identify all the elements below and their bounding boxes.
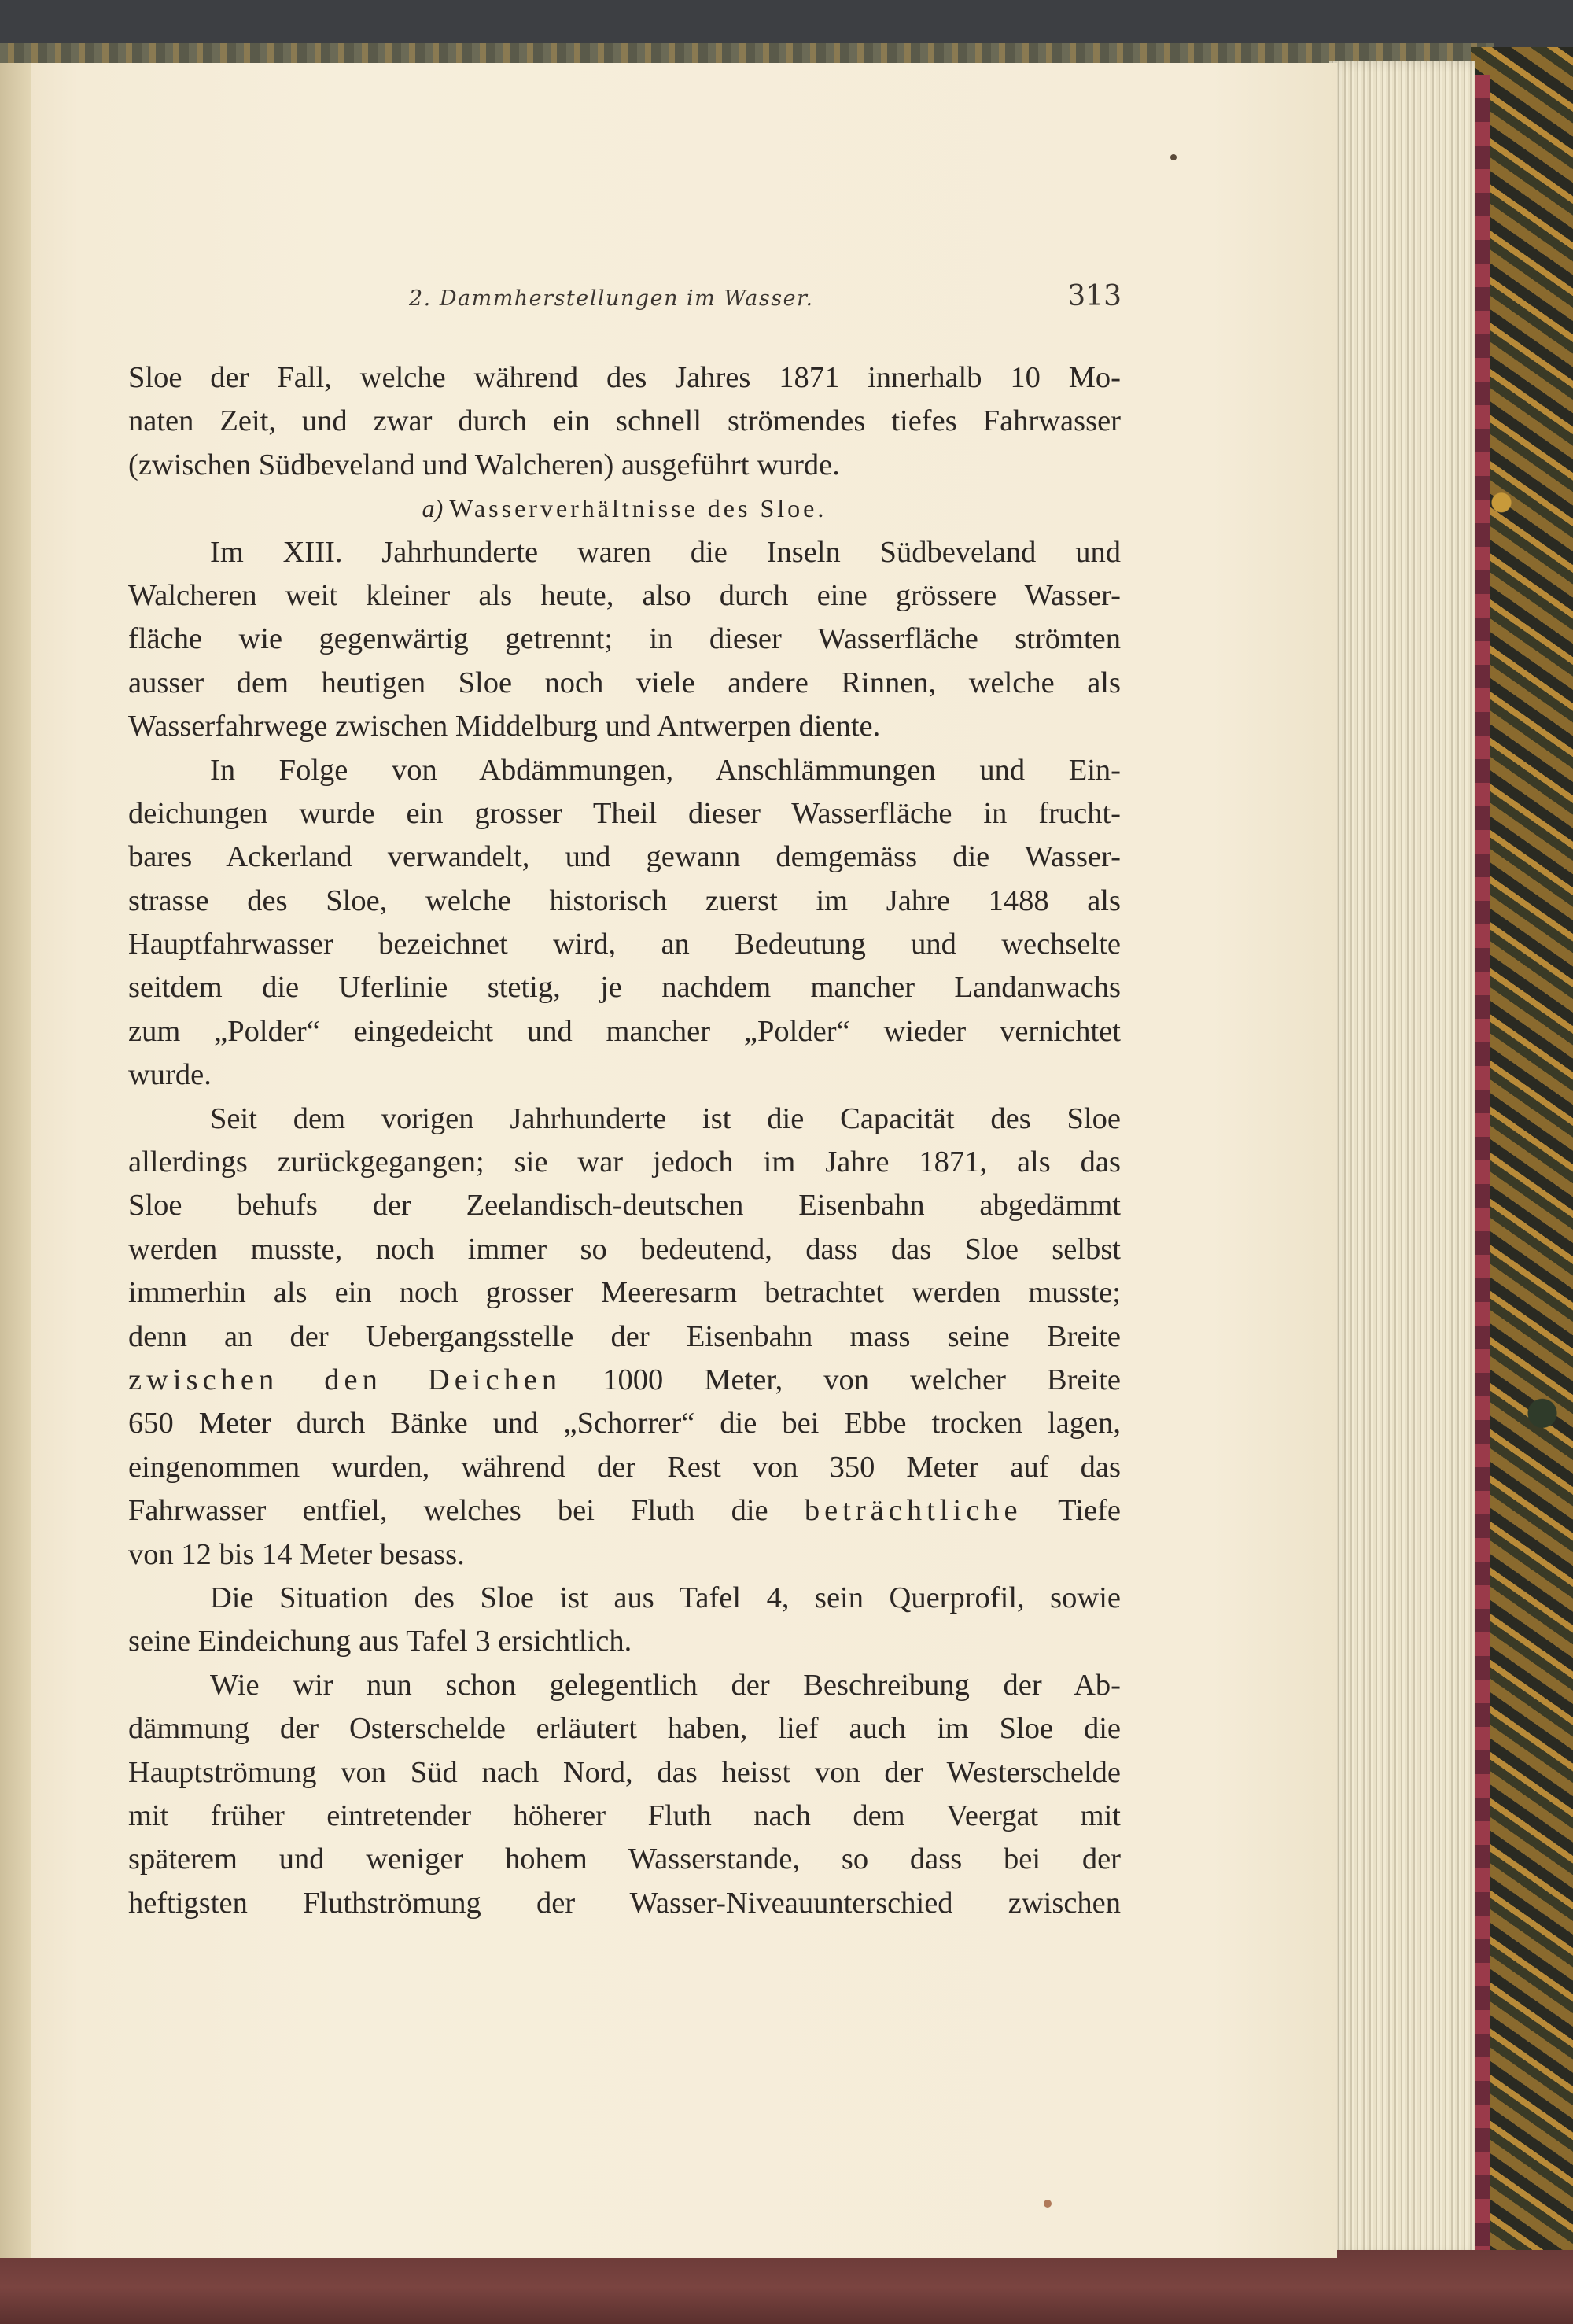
text-line: werden musste, noch immer so bedeutend, dass das Sloe selbst [128, 1232, 1121, 1266]
text-line: denn an der Uebergangsstelle der Eisenbahn mass seine Breite [128, 1319, 1121, 1353]
text-line: bares Ackerland verwandelt, und gewann demgemäss die Wasser- [128, 840, 1121, 874]
text-line: fläche wie gegenwärtig getrennt; in dieser Wasserfläche strömten [128, 622, 1121, 656]
text-line: Hauptströmung von Süd nach Nord, das heisst von der Westerschelde [128, 1755, 1121, 1789]
text-line: mit früher eintretender höherer Fluth nach dem Veergat mit [128, 1798, 1121, 1832]
spaced-emphasis: beträchtliche [804, 1494, 1022, 1528]
text-line: allerdings zurückgegangen; sie war jedoch im Jahre 1871, als das [128, 1145, 1121, 1179]
text-line: Seit dem vorigen Jahrhunderte ist die Capacität des Sloe [210, 1101, 1121, 1135]
text-line: wurde. [128, 1058, 212, 1092]
running-head: 2. Dammherstellungen im Wasser. [409, 286, 814, 311]
text-line: Wasserfahrwege zwischen Middelburg und Antwerpen diente. [128, 710, 881, 743]
text-line: Die Situation des Sloe ist aus Tafel 4, sein Querprofil, sowie [210, 1581, 1121, 1614]
text-line: späterem und weniger hohem Wasserstande, so dass bei der [128, 1843, 1121, 1876]
text-line: dämmung der Osterschelde erläutert haben, lief auch im Sloe die [128, 1712, 1121, 1746]
text-line: naten Zeit, und zwar durch ein schnell strömendes tiefes Fahrwasser [128, 404, 1121, 438]
text-line: ausser dem heutigen Sloe noch viele andere Rinnen, welche als [128, 666, 1121, 699]
text-segment: 1000 Meter, von welcher Breite [562, 1363, 1121, 1396]
page-number: 313 [1067, 280, 1122, 312]
text-line: Hauptfahrwasser bezeichnet wird, an Bedeutung und wechselte [128, 928, 1121, 961]
text-line [128, 1359, 1121, 1402]
text-line: Sloe der Fall, welche während des Jahres 1871 innerhalb 10 Mo- [128, 361, 1121, 394]
page-block-edges [1329, 61, 1475, 2256]
text-line: immerhin als ein noch grosser Meeresarm betrachtet werden musste; [128, 1276, 1121, 1310]
text-line: Sloe behufs der Zeelandisch-deutschen Eisenbahn abgedämmt [128, 1189, 1121, 1223]
text-line: deichungen wurde ein grosser Theil dieser Wasserfläche in frucht- [128, 796, 1121, 830]
text-line: Im XIII. Jahrhunderte waren die Inseln Südbeveland und [210, 535, 1121, 569]
text-line: eingenommen wurden, während der Rest von 350 Meter auf das [128, 1450, 1121, 1484]
text-line: seine Eindeichung aus Tafel 3 ersichtlich. [128, 1625, 632, 1658]
text-line: zum „Polder“ eingedeicht und mancher „Polder“ wieder vernichtet [128, 1014, 1121, 1048]
section-heading [128, 487, 1121, 530]
text-line: 650 Meter durch Bänke und „Schorrer“ die bei Ebbe trocken lagen, [128, 1407, 1121, 1441]
paper-speck [1170, 154, 1177, 160]
text-line: Wie wir nun schon gelegentlich der Beschreibung der Ab- [210, 1668, 1121, 1702]
text-line: strasse des Sloe, welche historisch zuerst im Jahre 1488 als [128, 883, 1121, 917]
text-line: seitdem die Uferlinie stetig, je nachdem mancher Landanwachs [128, 971, 1121, 1005]
text-line: heftigsten Fluthströmung der Wasser-Niveauunterschied zwischen [128, 1886, 1121, 1920]
text-segment: Fahrwasser entfiel, welches bei Fluth die [128, 1494, 805, 1528]
text-line: Walcheren weit kleiner als heute, also durch eine grössere Wasser- [128, 578, 1121, 612]
text-segment: Tiefe [1022, 1494, 1121, 1528]
paper-speck [1044, 2200, 1052, 2208]
text-line [128, 1489, 1121, 1533]
text-line: (zwischen Südbeveland und Walcheren) ausgeführt wurde. [128, 448, 840, 481]
section-mark: a) [422, 494, 444, 523]
body-text [128, 356, 1121, 1925]
section-title: Wasserverhältnisse des Sloe. [449, 494, 827, 523]
book-bottom-edge [0, 2250, 1573, 2324]
text-line: von 12 bis 14 Meter besass. [128, 1537, 465, 1571]
spaced-emphasis: zwischen den Deichen [128, 1363, 562, 1396]
text-line: In Folge von Abdämmungen, Anschlämmungen und Ein- [210, 753, 1121, 787]
